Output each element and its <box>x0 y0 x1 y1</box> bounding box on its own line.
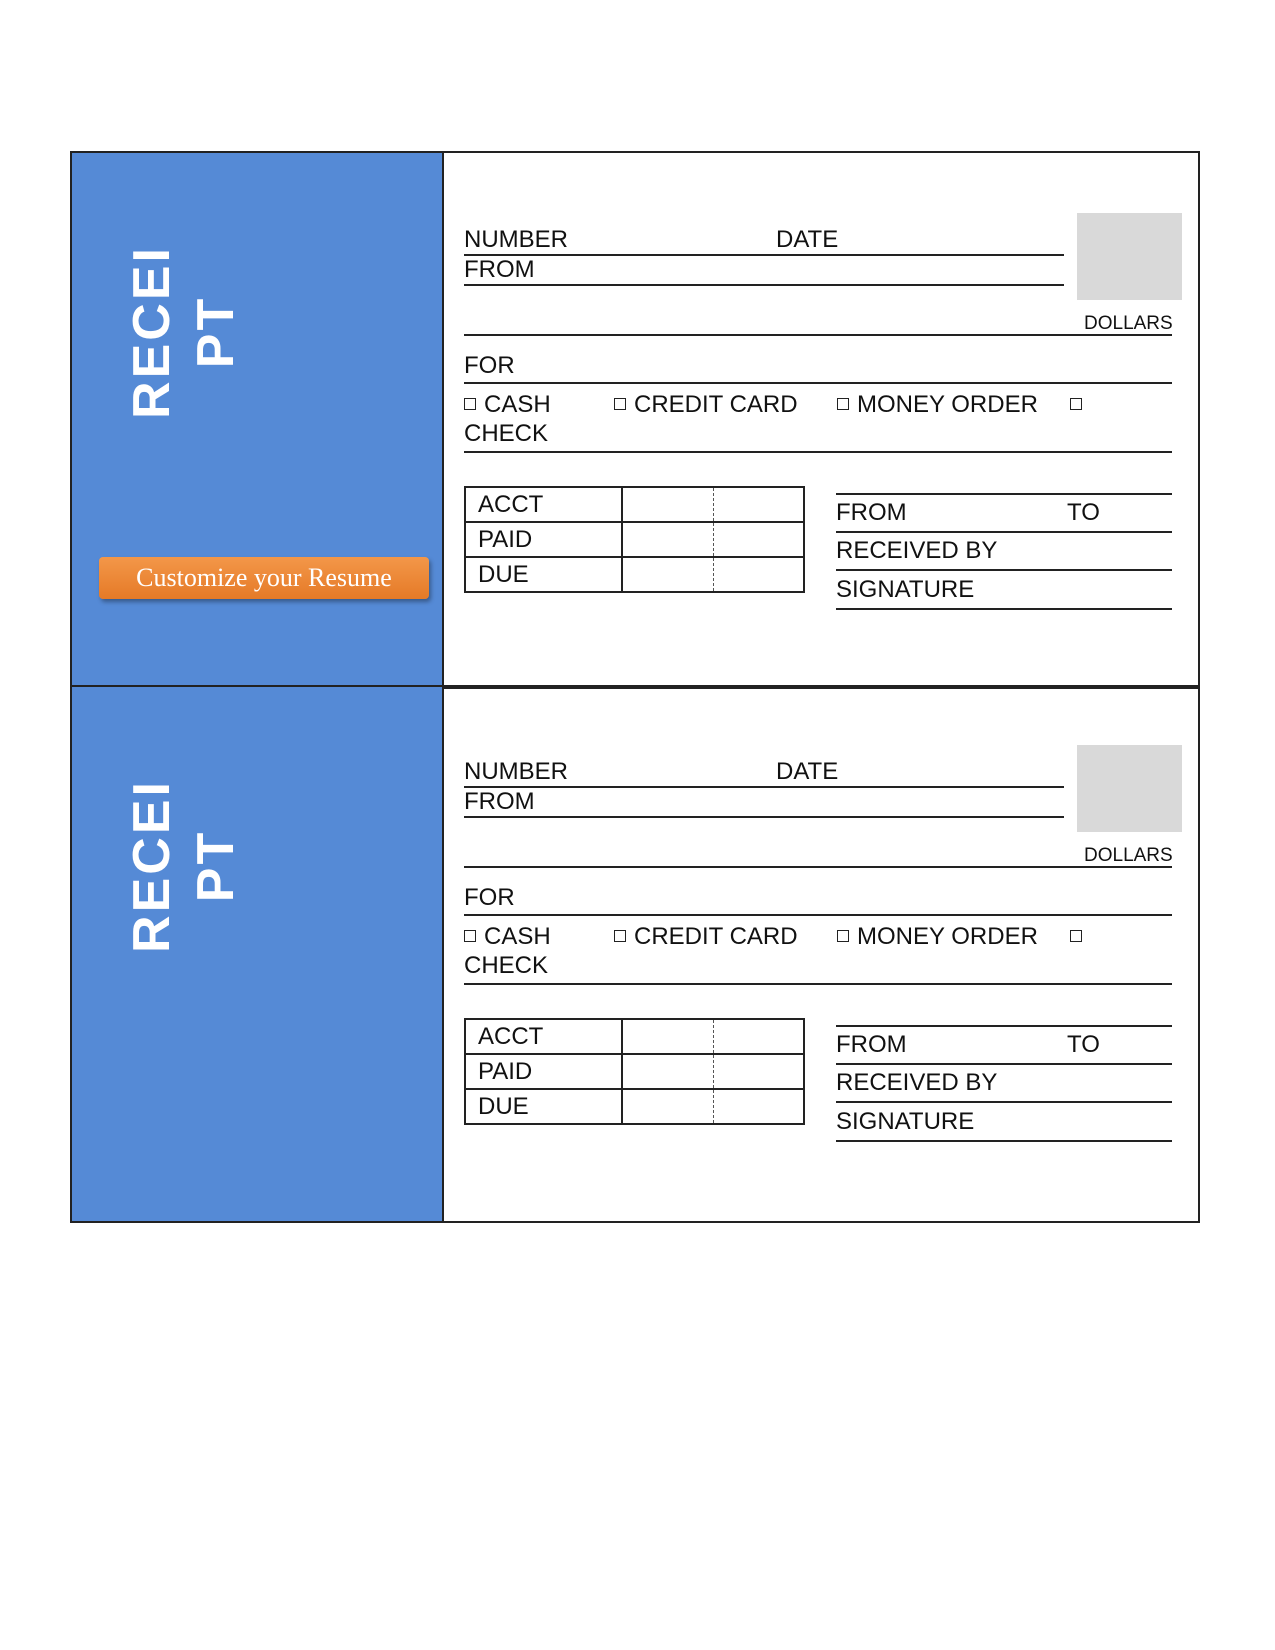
check-label: CHECK <box>464 952 549 979</box>
payment-line <box>464 451 1172 453</box>
dollars-label: DOLLARS <box>1084 313 1173 334</box>
date-label: DATE <box>776 758 839 785</box>
from-label: FROM <box>464 788 535 815</box>
receipt-bottom <box>70 685 1200 1223</box>
period-to-label: TO <box>1067 499 1100 526</box>
acct-value-cell[interactable] <box>622 487 804 522</box>
checkbox-icon <box>1070 930 1082 942</box>
payment-option-credit-card[interactable] <box>614 923 798 951</box>
paid-value-cell[interactable] <box>622 1054 804 1089</box>
checkbox-icon <box>614 930 626 942</box>
receipt-title-line1: RECEI <box>123 779 181 953</box>
payment-option-cash[interactable] <box>464 391 551 419</box>
table-row <box>465 1019 804 1054</box>
table-row <box>465 1054 804 1089</box>
checkbox-icon <box>837 930 849 942</box>
acct-label: ACCT <box>465 1019 622 1054</box>
payment-line <box>464 983 1172 985</box>
amount-box[interactable] <box>1077 745 1182 832</box>
account-table <box>464 1018 805 1125</box>
date-label: DATE <box>776 226 839 253</box>
customize-resume-button[interactable]: Customize your Resume <box>99 557 429 599</box>
period-top-line <box>836 493 1172 495</box>
period-from-label: FROM <box>836 499 907 526</box>
signature-line <box>836 1140 1172 1142</box>
payment-option-check-box[interactable] <box>1070 391 1090 419</box>
cash-label: CASH <box>484 391 551 418</box>
received-by-label: RECEIVED BY <box>836 1069 998 1096</box>
due-value-cell[interactable] <box>622 1089 804 1124</box>
paid-value-cell[interactable] <box>622 522 804 557</box>
payment-option-credit-card[interactable] <box>614 391 798 419</box>
check-label: CHECK <box>464 420 549 447</box>
period-from-label: FROM <box>836 1031 907 1058</box>
for-label: FOR <box>464 352 515 379</box>
checkbox-icon <box>464 930 476 942</box>
receipt-side-panel <box>72 687 444 1221</box>
payment-option-money-order[interactable] <box>837 923 1038 951</box>
from-line <box>464 284 1064 286</box>
table-row <box>465 487 804 522</box>
table-row <box>465 1089 804 1124</box>
receipt-top <box>70 151 1200 689</box>
credit-card-label: CREDIT CARD <box>634 923 798 950</box>
receipt-title-line1: RECEI <box>123 245 181 419</box>
acct-value-cell[interactable] <box>622 1019 804 1054</box>
table-row <box>465 557 804 592</box>
receipt-vertical-title <box>120 157 260 507</box>
receipt-title-line2: PT <box>187 829 245 903</box>
dollars-label: DOLLARS <box>1084 845 1173 866</box>
checkbox-icon <box>464 398 476 410</box>
receipt-vertical-title <box>120 691 260 1041</box>
for-line <box>464 382 1172 384</box>
payment-option-cash[interactable] <box>464 923 551 951</box>
payment-option-check-box[interactable] <box>1070 923 1090 951</box>
due-label: DUE <box>465 1089 622 1124</box>
signature-line <box>836 608 1172 610</box>
checkbox-icon <box>1070 398 1082 410</box>
amount-box[interactable] <box>1077 213 1182 300</box>
number-label: NUMBER <box>464 226 569 253</box>
period-line <box>836 1063 1172 1065</box>
cash-label: CASH <box>484 923 551 950</box>
for-line <box>464 914 1172 916</box>
credit-card-label: CREDIT CARD <box>634 391 798 418</box>
paid-label: PAID <box>465 1054 622 1089</box>
paid-label: PAID <box>465 522 622 557</box>
number-date-line <box>464 786 1064 788</box>
number-date-line <box>464 254 1064 256</box>
dollars-line <box>464 866 1172 868</box>
period-to-label: TO <box>1067 1031 1100 1058</box>
signature-label: SIGNATURE <box>836 1108 975 1135</box>
receipt-title-line2: PT <box>187 295 245 369</box>
money-order-label: MONEY ORDER <box>857 923 1038 950</box>
due-value-cell[interactable] <box>622 557 804 592</box>
from-line <box>464 816 1064 818</box>
checkbox-icon <box>614 398 626 410</box>
period-line <box>836 531 1172 533</box>
acct-label: ACCT <box>465 487 622 522</box>
receipt-side-panel <box>72 153 444 687</box>
for-label: FOR <box>464 884 515 911</box>
money-order-label: MONEY ORDER <box>857 391 1038 418</box>
received-by-line <box>836 1101 1172 1103</box>
period-top-line <box>836 1025 1172 1027</box>
checkbox-icon <box>837 398 849 410</box>
received-by-label: RECEIVED BY <box>836 537 998 564</box>
due-label: DUE <box>465 557 622 592</box>
dollars-line <box>464 334 1172 336</box>
payment-option-money-order[interactable] <box>837 391 1038 419</box>
received-by-line <box>836 569 1172 571</box>
table-row <box>465 522 804 557</box>
number-label: NUMBER <box>464 758 569 785</box>
signature-label: SIGNATURE <box>836 576 975 603</box>
account-table <box>464 486 805 593</box>
from-label: FROM <box>464 256 535 283</box>
